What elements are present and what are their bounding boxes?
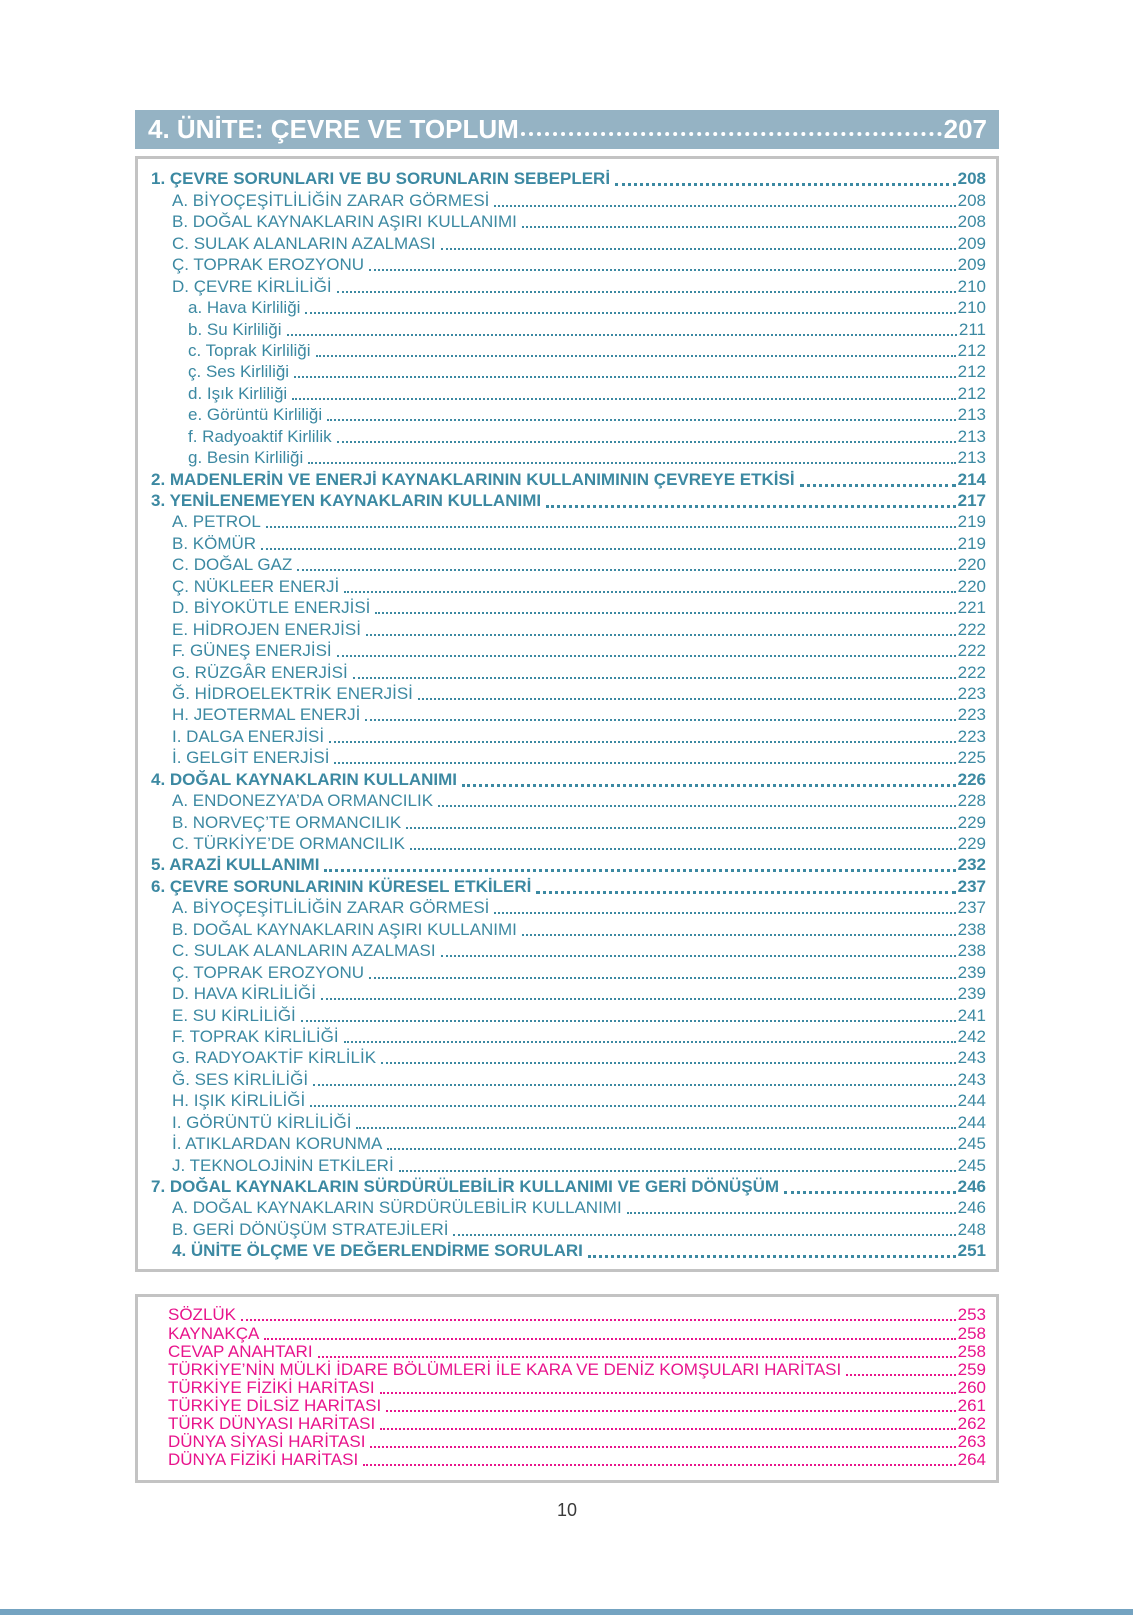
unit-toc-box xyxy=(135,156,999,1272)
toc-entry xyxy=(151,897,986,918)
toc-entry xyxy=(151,725,986,746)
dot-leader xyxy=(316,355,956,357)
toc-entry-page: 213 xyxy=(957,405,986,425)
dot-leader xyxy=(441,955,956,957)
toc-entry-page: 264 xyxy=(957,1450,986,1470)
dot-leader xyxy=(363,1464,955,1466)
toc-entry xyxy=(151,683,986,704)
toc-entry-label: C. DOĞAL GAZ xyxy=(172,555,293,575)
toc-entry-label: 7. DOĞAL KAYNAKLARIN SÜRDÜRÜLEBİLİR KULLANIMI VE GERİ DÖNÜŞÜM xyxy=(151,1177,780,1196)
dot-leader xyxy=(356,1127,955,1129)
toc-entry-label: a. Hava Kirliliği xyxy=(188,298,301,318)
toc-entry-label: C. SULAK ALANLARIN AZALMASI xyxy=(172,233,436,253)
toc-entry-label: 1. ÇEVRE SORUNLARI VE BU SORUNLARIN SEBEPLERİ xyxy=(151,169,611,189)
dot-leader xyxy=(337,441,956,443)
bottom-accent-bar xyxy=(0,1609,1133,1615)
toc-entry xyxy=(151,811,986,832)
toc-entry-page: 238 xyxy=(957,919,986,939)
toc-entry-label: TÜRK DÜNYASI HARİTASI xyxy=(168,1413,376,1433)
toc-entry-page: 213 xyxy=(957,448,986,468)
toc-entry-page: 241 xyxy=(957,1005,986,1025)
toc-entry-page: 220 xyxy=(957,555,986,575)
toc-entry-label: TÜRKİYE DİLSİZ HARİTASI xyxy=(168,1395,382,1415)
toc-entry-page: 245 xyxy=(957,1155,986,1175)
toc-entry xyxy=(151,875,986,896)
toc-entry-label: H. IŞIK KİRLİLİĞİ xyxy=(172,1091,306,1111)
toc-entry-label: 5. ARAZİ KULLANIMI xyxy=(151,855,320,875)
dot-leader xyxy=(399,1170,956,1172)
dot-leader xyxy=(334,762,955,764)
toc-entry-page: 229 xyxy=(957,834,986,853)
dot-leader xyxy=(310,1105,955,1107)
dot-leader xyxy=(380,1428,955,1430)
dot-leader xyxy=(370,1446,955,1448)
toc-entry-label: b. Su Kirliliği xyxy=(188,319,282,339)
toc-entry xyxy=(151,1068,986,1089)
toc-entry-page: 259 xyxy=(957,1359,986,1379)
toc-entry-page: 223 xyxy=(957,683,986,703)
toc-entry xyxy=(151,940,986,961)
toc-entry-label: 3. YENİLENEMEYEN KAYNAKLARIN KULLANIMI xyxy=(151,491,542,510)
toc-entry xyxy=(151,1111,986,1132)
toc-entry xyxy=(151,275,986,296)
toc-entry xyxy=(151,918,986,939)
toc-entry-label: Ç. NÜKLEER ENERJİ xyxy=(172,576,340,596)
dot-leader xyxy=(294,376,956,378)
toc-entry-page: 222 xyxy=(957,641,986,661)
toc-entry xyxy=(151,1176,986,1197)
toc-entry-page: 223 xyxy=(957,726,986,746)
toc-entry-page: 222 xyxy=(957,662,986,682)
page-content xyxy=(135,110,999,1521)
dot-leader xyxy=(494,205,955,207)
dot-leader xyxy=(313,1084,956,1086)
unit-header-title: 4. ÜNİTE: ÇEVRE VE TOPLUM xyxy=(148,114,519,144)
dot-leader xyxy=(800,484,956,487)
toc-entry-label: e. Görüntü Kirliliği xyxy=(188,405,323,425)
toc-entry-page: 208 xyxy=(957,169,986,189)
dot-leader xyxy=(381,1062,956,1064)
toc-entry-page: 258 xyxy=(957,1323,986,1343)
toc-entry-page: 251 xyxy=(957,1241,986,1261)
toc-entry xyxy=(151,1218,986,1239)
dot-leader xyxy=(329,741,956,743)
toc-entry xyxy=(151,447,986,468)
toc-entry-page: 258 xyxy=(957,1341,986,1361)
toc-entry-label: 6. ÇEVRE SORUNLARININ KÜRESEL ETKİLERİ xyxy=(151,876,532,896)
toc-entry-label: A. BİYOÇEŞİTLİLİĞİN ZARAR GÖRMESİ xyxy=(172,190,490,210)
toc-entry xyxy=(151,1133,986,1154)
unit-header xyxy=(135,110,999,149)
toc-entry xyxy=(168,1452,986,1470)
toc-entry-label: B. DOĞAL KAYNAKLARIN AŞIRI KULLANIMI xyxy=(172,919,517,939)
toc-entry xyxy=(151,618,986,639)
appendix-toc-box xyxy=(135,1294,999,1483)
toc-entry-page: 244 xyxy=(957,1112,986,1132)
toc-entry-label: E. SU KİRLİLİĞİ xyxy=(172,1005,296,1025)
toc-entry-page: 208 xyxy=(957,212,986,232)
toc-entry-page: 232 xyxy=(957,855,986,875)
toc-entry-label: D. HAVA KİRLİLİĞİ xyxy=(172,984,316,1004)
toc-entry-label: I. DALGA ENERJİSİ xyxy=(172,726,325,746)
toc-entry xyxy=(151,1026,986,1047)
toc-entry xyxy=(151,575,986,596)
toc-entry-page: 253 xyxy=(957,1305,986,1325)
dot-leader xyxy=(627,1212,956,1214)
dot-leader xyxy=(369,977,956,979)
toc-entry-page: 225 xyxy=(957,748,986,768)
toc-entry-page: 246 xyxy=(957,1198,986,1218)
dot-leader xyxy=(387,1148,955,1150)
dot-leader xyxy=(266,526,956,528)
toc-entry-label: Ç. TOPRAK EROZYONU xyxy=(172,255,365,275)
toc-entry xyxy=(151,961,986,982)
toc-entry xyxy=(151,790,986,811)
toc-entry xyxy=(151,318,986,339)
footer-page-number: 10 xyxy=(556,1500,578,1521)
dot-leader xyxy=(292,398,955,400)
toc-entry-page: 220 xyxy=(957,576,986,596)
dot-leader xyxy=(261,548,956,550)
toc-entry xyxy=(151,854,986,875)
toc-entry-label: f. Radyoaktif Kirlilik xyxy=(188,426,332,446)
toc-entry-page: 209 xyxy=(957,233,986,253)
toc-entry-page: 226 xyxy=(957,769,986,789)
dot-leader xyxy=(546,505,956,508)
toc-entry xyxy=(151,361,986,382)
toc-entry-label: C. SULAK ALANLARIN AZALMASI xyxy=(172,941,436,961)
toc-entry xyxy=(151,468,986,489)
toc-entry-page: 212 xyxy=(957,362,986,382)
toc-entry-label: DÜNYA SİYASİ HARİTASI xyxy=(168,1432,366,1452)
toc-entry xyxy=(151,340,986,361)
dot-leader xyxy=(410,848,956,850)
dot-leader xyxy=(353,677,956,679)
toc-entry-page: 217 xyxy=(957,491,986,510)
toc-entry xyxy=(151,661,986,682)
toc-entry-label: B. KÖMÜR xyxy=(172,533,257,553)
toc-entry xyxy=(151,704,986,725)
toc-entry-page: 260 xyxy=(957,1377,986,1397)
dot-leader xyxy=(521,132,942,136)
toc-entry-page: 239 xyxy=(957,984,986,1004)
dot-leader xyxy=(318,1356,956,1358)
toc-entry-page: 212 xyxy=(957,340,986,360)
dot-leader xyxy=(453,1234,955,1236)
dot-leader xyxy=(366,634,956,636)
toc-entry-page: 243 xyxy=(957,1069,986,1089)
toc-entry-label: İ. ATIKLARDAN KORUNMA xyxy=(172,1134,383,1154)
toc-entry xyxy=(151,382,986,403)
dot-leader xyxy=(321,998,956,1000)
toc-entry-label: A. BİYOÇEŞİTLİLİĞİN ZARAR GÖRMESİ xyxy=(172,898,490,918)
toc-entry-page: 211 xyxy=(958,319,986,339)
dot-leader xyxy=(264,1338,955,1340)
toc-entry xyxy=(151,490,986,511)
toc-entry xyxy=(151,297,986,318)
toc-entry-page: 263 xyxy=(957,1432,986,1452)
toc-entry-label: I. GÖRÜNTÜ KİRLİLİĞİ xyxy=(172,1112,352,1132)
dot-leader xyxy=(375,612,955,614)
toc-entry-page: 245 xyxy=(957,1134,986,1154)
dot-leader xyxy=(301,1020,956,1022)
dot-leader xyxy=(462,784,956,787)
toc-entry-label: D. ÇEVRE KİRLİLİĞİ xyxy=(172,276,332,296)
unit-header-page: 207 xyxy=(943,114,987,144)
dot-leader xyxy=(536,891,955,894)
toc-entry-label: B. GERİ DÖNÜŞÜM STRATEJİLERİ xyxy=(172,1219,449,1239)
toc-entry-label: c. Toprak Kirliliği xyxy=(188,340,311,360)
dot-leader xyxy=(337,655,956,657)
toc-entry-label: B. NORVEÇ’TE ORMANCILIK xyxy=(172,812,402,832)
toc-entry-label: A. DOĞAL KAYNAKLARIN SÜRDÜRÜLEBİLİR KULLANIMI xyxy=(172,1198,622,1218)
dot-leader xyxy=(615,183,956,186)
toc-entry-label: Ğ. HİDROELEKTRİK ENERJİSİ xyxy=(172,683,413,703)
toc-entry-page: 214 xyxy=(957,469,986,489)
dot-leader xyxy=(308,462,955,464)
toc-entry-label: d. Işık Kirliliği xyxy=(188,383,288,403)
dot-leader xyxy=(784,1191,956,1194)
toc-entry xyxy=(151,189,986,210)
toc-entry xyxy=(151,1197,986,1218)
toc-entry-label: TÜRKİYE’NİN MÜLKİ İDARE BÖLÜMLERİ İLE KARA VE DENİZ KOMŞULARI HARİTASI xyxy=(168,1359,842,1379)
toc-entry-page: 208 xyxy=(957,190,986,210)
dot-leader xyxy=(369,269,956,271)
toc-entry xyxy=(151,1047,986,1068)
dot-leader xyxy=(588,1255,956,1258)
toc-entry-page: 248 xyxy=(957,1219,986,1239)
dot-leader xyxy=(438,805,956,807)
toc-entry-label: TÜRKİYE FİZİKİ HARİTASI xyxy=(168,1377,375,1397)
toc-entry-page: 221 xyxy=(957,598,986,618)
toc-entry-page: 244 xyxy=(957,1091,986,1111)
toc-entry-label: B. DOĞAL KAYNAKLARIN AŞIRI KULLANIMI xyxy=(172,212,517,232)
toc-entry xyxy=(151,1090,986,1111)
toc-entry-page: 209 xyxy=(957,255,986,275)
toc-entry xyxy=(151,425,986,446)
toc-entry-label: J. TEKNOLOJİNİN ETKİLERİ xyxy=(172,1155,394,1175)
toc-entry-label: İ. GELGİT ENERJİSİ xyxy=(172,748,330,768)
dot-leader xyxy=(494,912,955,914)
toc-entry-label: A. ENDONEZYA’DA ORMANCILIK xyxy=(172,791,434,811)
dot-leader xyxy=(386,1410,955,1412)
toc-entry-page: 212 xyxy=(957,383,986,403)
toc-entry xyxy=(151,1004,986,1025)
toc-entry-label: A. PETROL xyxy=(172,512,261,532)
dot-leader xyxy=(365,719,955,721)
toc-entry-label: CEVAP ANAHTARI xyxy=(168,1341,313,1361)
toc-entry-label: H. JEOTERMAL ENERJİ xyxy=(172,705,361,725)
toc-entry-label: Ç. TOPRAK EROZYONU xyxy=(172,962,365,982)
toc-entry-label: F. GÜNEŞ ENERJİSİ xyxy=(172,641,332,661)
dot-leader xyxy=(406,827,955,829)
dot-leader xyxy=(522,226,956,228)
toc-entry xyxy=(151,833,986,854)
toc-entry-label: D. BİYOKÜTLE ENERJİSİ xyxy=(172,598,371,618)
dot-leader xyxy=(297,569,955,571)
dot-leader xyxy=(241,1319,956,1321)
dot-leader xyxy=(846,1374,955,1376)
toc-entry-page: 213 xyxy=(957,426,986,446)
toc-entry-page: 223 xyxy=(957,705,986,725)
toc-entry xyxy=(151,232,986,253)
dot-leader xyxy=(380,1392,956,1394)
dot-leader xyxy=(344,591,955,593)
toc-entry-page: 237 xyxy=(957,876,986,896)
dot-leader xyxy=(418,698,956,700)
toc-entry-page: 210 xyxy=(957,276,986,296)
toc-entry xyxy=(151,168,986,189)
toc-entry xyxy=(151,211,986,232)
toc-entry-page: 219 xyxy=(957,512,986,532)
toc-entry xyxy=(168,1307,986,1325)
dot-leader xyxy=(324,869,955,872)
toc-entry-label: SÖZLÜK xyxy=(168,1305,237,1325)
dot-leader xyxy=(344,1041,956,1043)
toc-entry xyxy=(151,511,986,532)
toc-entry-page: 239 xyxy=(957,962,986,982)
toc-entry-label: G. RÜZGÂR ENERJİSİ xyxy=(172,662,348,682)
toc-entry xyxy=(151,597,986,618)
toc-entry-page: 229 xyxy=(957,812,986,832)
toc-entry xyxy=(151,983,986,1004)
dot-leader xyxy=(441,248,956,250)
dot-leader xyxy=(327,419,955,421)
toc-entry xyxy=(151,532,986,553)
toc-entry-page: 238 xyxy=(957,941,986,961)
toc-entry xyxy=(151,1240,986,1261)
toc-entry xyxy=(151,404,986,425)
dot-leader xyxy=(522,934,956,936)
toc-entry-page: 242 xyxy=(957,1026,986,1046)
toc-entry-page: 261 xyxy=(957,1395,986,1415)
toc-entry-page: 243 xyxy=(957,1048,986,1068)
toc-entry-label: 4. DOĞAL KAYNAKLARIN KULLANIMI xyxy=(151,769,458,789)
toc-entry-page: 246 xyxy=(957,1177,986,1196)
toc-entry-label: G. RADYOAKTİF KİRLİLİK xyxy=(172,1048,377,1068)
toc-entry-label: ç. Ses Kirliliği xyxy=(188,362,290,382)
toc-entry-page: 228 xyxy=(957,791,986,811)
toc-entry-label: g. Besin Kirliliği xyxy=(188,448,304,468)
toc-entry-label: E. HİDROJEN ENERJİSİ xyxy=(172,619,361,639)
toc-entry-page: 237 xyxy=(957,898,986,918)
toc-entry-label: 2. MADENLERİN VE ENERJİ KAYNAKLARININ KULLANIMININ ÇEVREYE ETKİSİ xyxy=(151,469,795,489)
toc-entry-label: 4. ÜNİTE ÖLÇME VE DEĞERLENDİRME SORULARI xyxy=(172,1241,583,1261)
toc-entry xyxy=(151,1154,986,1175)
toc-entry xyxy=(151,768,986,789)
toc-entry xyxy=(151,254,986,275)
toc-entry xyxy=(151,640,986,661)
dot-leader xyxy=(337,291,956,293)
toc-entry-label: F. TOPRAK KİRLİLİĞİ xyxy=(172,1026,339,1046)
dot-leader xyxy=(287,334,957,336)
toc-entry xyxy=(151,747,986,768)
toc-entry-page: 219 xyxy=(957,533,986,553)
toc-entry-label: Ğ. SES KİRLİLİĞİ xyxy=(172,1069,309,1089)
toc-entry-page: 222 xyxy=(957,619,986,639)
toc-entry-page: 262 xyxy=(957,1413,986,1433)
toc-entry-label: KAYNAKÇA xyxy=(168,1323,260,1343)
toc-entry-label: DÜNYA FİZİKİ HARİTASI xyxy=(168,1450,359,1470)
toc-entry xyxy=(151,554,986,575)
toc-entry-page: 210 xyxy=(957,298,986,318)
toc-entry-label: C. TÜRKİYE’DE ORMANCILIK xyxy=(172,834,406,853)
dot-leader xyxy=(305,312,955,314)
